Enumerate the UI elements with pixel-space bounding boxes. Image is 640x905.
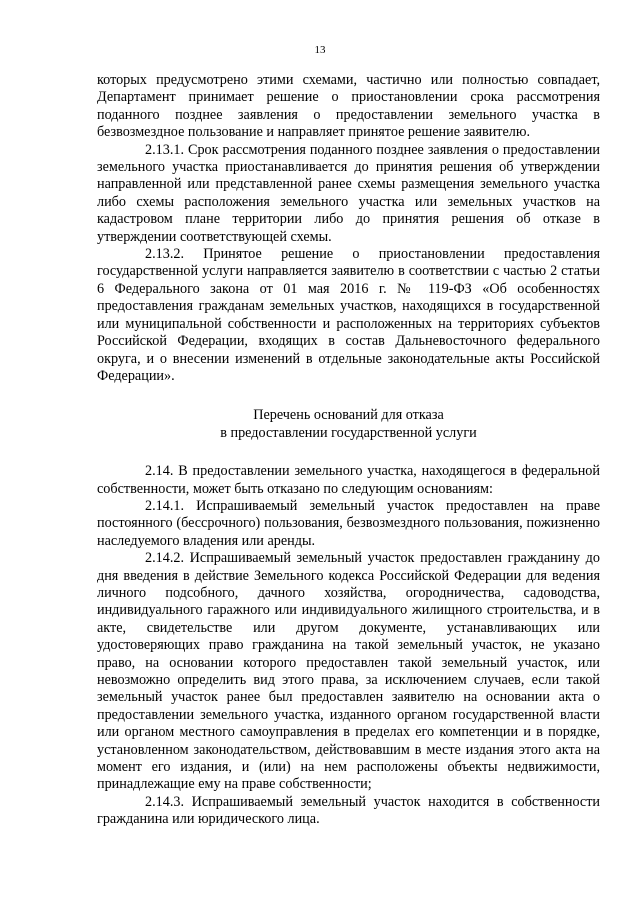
paragraph-2-14-3: 2.14.3. Испрашиваемый земельный участок находится в собственности гражданина или юридического лица.	[97, 793, 600, 828]
page-number: 13	[314, 44, 326, 56]
section-heading	[97, 407, 600, 442]
section-heading-line-2: в предоставлении государственной услуги	[220, 424, 477, 441]
paragraph-2-13-2: 2.13.2. Принятое решение о приостановлении предоставления государственной услуги направляется заявителю в соответствии с частью 2 статьи 6 Федерального закона от 01 мая 2016 г. № 119-ФЗ «Об особенностях предоставления гражданам земельных участков, находящихся в государственной или муниципальной собственности и расположенных на территориях субъектов Российской Федерации, входящих в состав Дальневосточного федерального округа, и о внесении изменений в отдельные законодательные акты Российской Федерации».	[97, 246, 600, 384]
section-heading-line-1: Перечень оснований для отказа	[253, 407, 444, 424]
paragraph-continuation: которых предусмотрено этими схемами, частично или полностью совпадает, Департамент принимает решение о приостановлении срока рассмотрения поданного позднее заявления о предоставлении земельного участка в безвозмездное пользование и направляет принятое решение заявителю.	[97, 72, 600, 141]
paragraph-2-13-1: 2.13.1. Срок рассмотрения поданного позднее заявления о предоставлении земельного участка приостанавливается до принятия решения об утверждении направленной или представленной ранее схемы размещения земельного участка либо схемы расположения земельного участка или земельных участков на кадастровом плане территории либо до принятия решения об отказе в утверждении соответствующей схемы.	[97, 141, 600, 245]
document-body	[97, 72, 600, 829]
paragraph-2-14: 2.14. В предоставлении земельного участка, находящегося в федеральной собственности, может быть отказано по следующим основаниям:	[97, 463, 600, 497]
paragraph-2-14-1: 2.14.1. Испрашиваемый земельный участок предоставлен на праве постоянного (бессрочного) пользования, безвозмездного пользования, пожизненно наследуемого владения или аренды.	[97, 497, 600, 549]
paragraph-2-14-2: 2.14.2. Испрашиваемый земельный участок предоставлен гражданину до дня введения в действие Земельного кодекса Российской Федерации для ведения личного подсобного, дачного хозяйства, огородничества, садоводства, индивидуального гаражного или индивидуального жилищного строительства, и в акте, свидетельстве или другом документе, устанавливающих или удостоверяющих право гражданина на такой земельный участок, не указано право, на основании которого предоставлен такой земельный участок, или невозможно определить вид этого права, за исключением случаев, если такой земельный участок ранее был предоставлен заявителю на основании акта о предоставлении земельного участка, изданного органом государственной власти или органом местного самоуправления в пределах его компетенции и в порядке, установленном законодательством, действовавшим в месте издания этого акта на момент его издания, и (или) на нем расположены объекты недвижимости, принадлежащие ему на праве собственности;	[97, 550, 600, 793]
